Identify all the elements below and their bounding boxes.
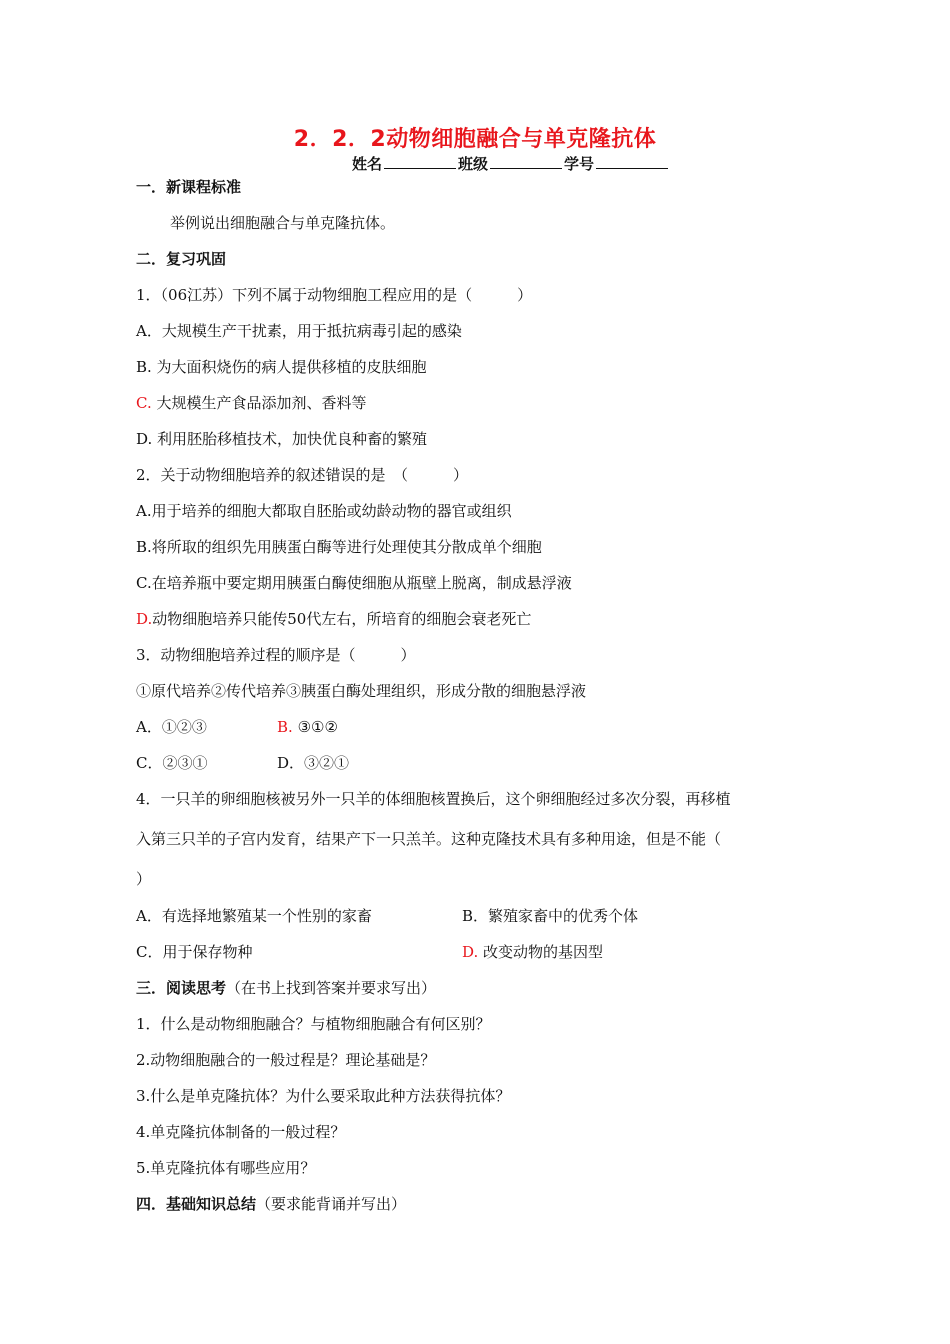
q1-option-c-text: 大规模生产食品添加剂、香料等 — [151, 394, 367, 412]
q3-info: ①原代培养②传代培养③胰蛋白酶处理组织，形成分散的细胞悬浮液 — [136, 682, 587, 700]
section-4-heading-line — [136, 1194, 406, 1214]
q4-option-c: C．用于保存物种 — [136, 943, 253, 961]
section-3-note: （在书上找到答案并要求写出） — [226, 979, 437, 997]
reading-question-3: 3.什么是单克隆抗体？为什么要采取此种方法获得抗体？ — [136, 1087, 511, 1105]
q4-answer-mark: D. — [462, 943, 479, 961]
q3-option-a: A．①②③ — [136, 718, 207, 736]
q4-option-d-text: 改变动物的基因型 — [478, 943, 604, 961]
reading-question-1: 1．什么是动物细胞融合？与植物细胞融合有何区别？ — [136, 1015, 491, 1033]
q1-option-d: D. 利用胚胎移植技术，加快优良种畜的繁殖 — [136, 430, 428, 448]
name-blank[interactable] — [384, 154, 456, 169]
q1-option-a: A．大规模生产干扰素，用于抵抗病毒引起的感染 — [136, 322, 462, 340]
q1-stem: 1．（06江苏）下列不属于动物细胞工程应用的是（ ） — [136, 286, 533, 304]
q3-option-d: D．③②① — [277, 754, 350, 772]
q2-option-d-text: 动物细胞培养只能传50代左右，所培育的细胞会衰老死亡 — [152, 610, 532, 628]
section-2-heading: 二．复习巩固 — [136, 250, 227, 268]
q1-answer-mark: C. — [136, 394, 152, 412]
reading-question-2: 2.动物细胞融合的一般过程是？理论基础是？ — [136, 1051, 436, 1069]
q2-answer-mark: D. — [136, 610, 153, 628]
q4-option-a: A．有选择地繁殖某一个性别的家畜 — [136, 907, 372, 925]
q4-stem-line-1: 4．一只羊的卵细胞核被另外一只羊的体细胞核置换后，这个卵细胞经过多次分裂，再移植 — [136, 790, 731, 808]
q3-option-c: C．②③① — [136, 754, 208, 772]
q1-option-c — [136, 393, 367, 413]
class-label: 班级 — [458, 155, 489, 173]
class-blank[interactable] — [490, 154, 562, 169]
q2-stem: 2．关于动物细胞培养的叙述错误的是 （ ） — [136, 466, 469, 484]
section-3-heading: 三．阅读思考 — [136, 979, 227, 997]
q2-option-c: C.在培养瓶中要定期用胰蛋白酶使细胞从瓶壁上脱离，制成悬浮液 — [136, 574, 572, 592]
number-label: 学号 — [564, 155, 595, 173]
q2-option-d — [136, 609, 531, 629]
q1-option-b: B. 为大面积烧伤的病人提供移植的皮肤细胞 — [136, 358, 427, 376]
name-label: 姓名 — [352, 155, 383, 173]
q3-option-b-text: ③①② — [292, 718, 338, 736]
q3-option-b — [277, 717, 338, 737]
section-1-heading: 一．新课程标准 — [136, 178, 242, 196]
number-blank[interactable] — [596, 154, 668, 169]
section-4-heading: 四．基础知识总结 — [136, 1195, 257, 1213]
section-1-body: 举例说出细胞融合与单克隆抗体。 — [170, 214, 396, 232]
reading-question-5: 5.单克隆抗体有哪些应用？ — [136, 1159, 316, 1177]
q4-option-b: B．繁殖家畜中的优秀个体 — [462, 907, 639, 925]
reading-question-4: 4.单克隆抗体制备的一般过程？ — [136, 1123, 346, 1141]
q2-option-b: B.将所取的组织先用胰蛋白酶等进行处理使其分散成单个细胞 — [136, 538, 542, 556]
section-3-heading-line — [136, 978, 436, 998]
q3-stem: 3．动物细胞培养过程的顺序是（ ） — [136, 646, 416, 664]
q4-stem-line-3: ） — [136, 870, 152, 888]
section-4-note: （要求能背诵并写出） — [256, 1195, 407, 1213]
q4-option-d — [462, 942, 603, 962]
name-class-number-bar — [352, 153, 670, 174]
q3-answer-mark: B. — [277, 718, 293, 736]
q2-option-a: A.用于培养的细胞大都取自胚胎或幼龄动物的器官或组织 — [136, 502, 512, 520]
q4-stem-line-2: 入第三只羊的子宫内发育，结果产下一只羔羊。这种克隆技术具有多种用途，但是不能（ — [136, 830, 722, 848]
page-title: 2．2．2动物细胞融合与单克隆抗体 — [293, 127, 657, 152]
